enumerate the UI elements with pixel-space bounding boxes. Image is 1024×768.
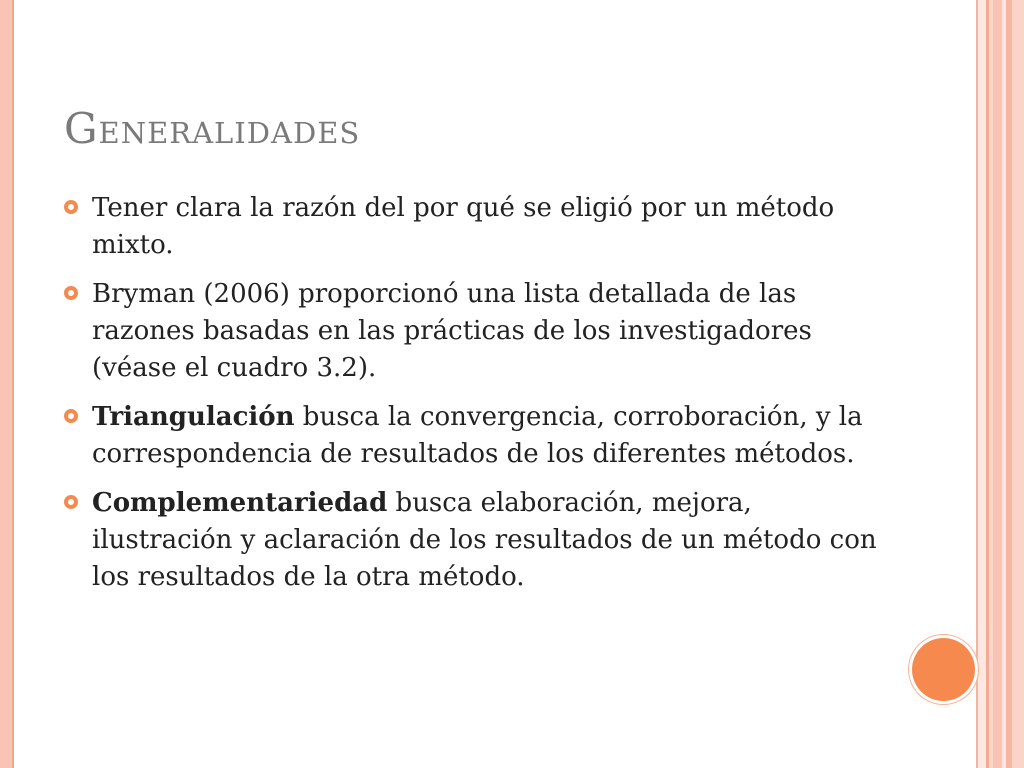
bullet-item [64,276,884,387]
decorative-circle [912,638,975,701]
bullet-ring-icon [64,200,78,214]
bullet-bold-term: Complementariedad [92,488,388,518]
decorative-stripe [1012,0,1024,768]
decorative-stripe [978,0,986,768]
bullet-bold-term: Triangulación [92,402,295,432]
bullet-ring-icon [64,286,78,300]
decorative-stripe [993,0,1002,768]
bullet-ring-icon [64,409,78,423]
slide-title: Generalidades [64,104,361,153]
bullet-list [64,190,884,608]
slide-frame-left [0,0,12,768]
bullet-ring-icon [64,495,78,509]
bullet-text: busca la convergencia, corroboración, y la correspondencia de resultados de los diferentes métodos. [92,402,863,469]
bullet-text: Tener clara la razón del por qué se eligió por un método mixto. [92,193,835,260]
slide-frame-left-line [12,0,14,768]
bullet-item [64,399,884,473]
bullet-item [64,190,884,264]
bullet-item [64,485,884,596]
bullet-text: Bryman (2006) proporcionó una lista detallada de las razones basadas en las prácticas de los investigadores (véase el cuadro 3.2). [92,279,812,383]
bullet-text: busca elaboración, mejora, ilustración y aclaración de los resultados de un método con los resultados de la otra método. [92,488,877,592]
